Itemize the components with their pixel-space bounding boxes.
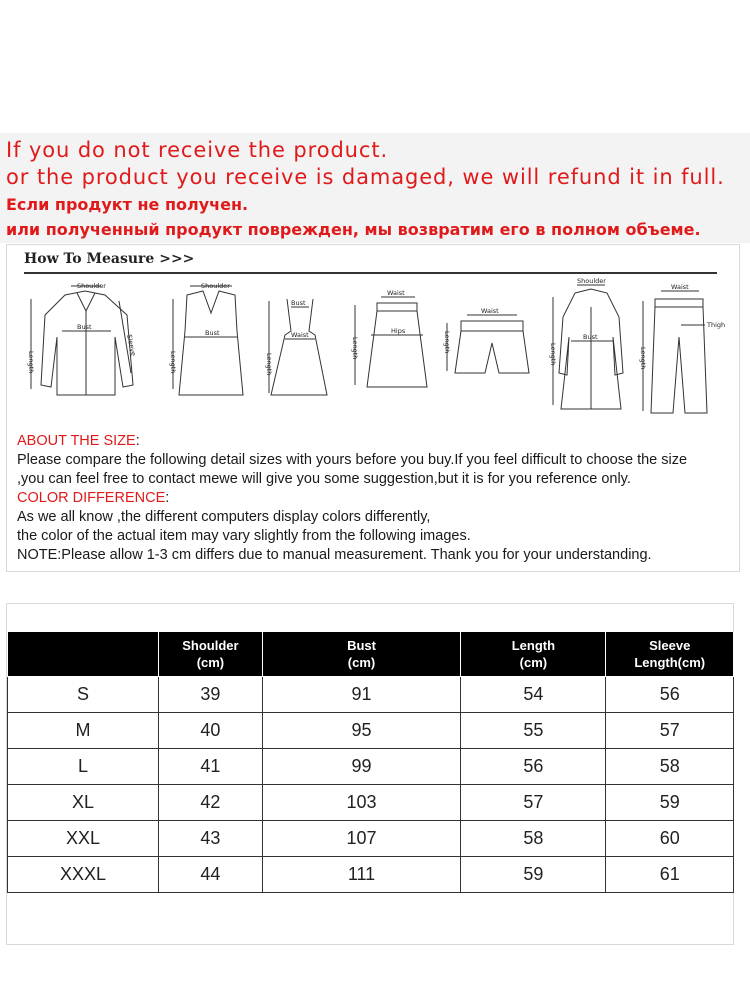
measure-info-card: [6, 244, 740, 572]
shoulder-cell: 44: [159, 857, 263, 893]
sleeve-cell: 58: [606, 749, 734, 785]
blouse-illustration: [27, 282, 137, 395]
bust-cell: 99: [262, 749, 461, 785]
size-cell: XXL: [8, 821, 159, 857]
table-row: [8, 713, 734, 749]
length-cell: 56: [461, 749, 606, 785]
bust-cell: 107: [262, 821, 461, 857]
blouse-bust-label: Bust: [77, 323, 92, 331]
refund-line-4-russian: или полученный продукт поврежден, мы возвратим его в полном объеме.: [6, 220, 701, 239]
dress-length-label: Length: [265, 353, 273, 376]
color-difference-heading: [17, 490, 169, 506]
vest-bust-label: Bust: [205, 329, 220, 337]
vest-shoulder-label: Shoulder: [201, 282, 230, 290]
skirt-length-label: Length: [351, 337, 359, 360]
title-divider: [24, 272, 717, 274]
color-difference-line-1: As we all know ,the different computers display colors differently,: [17, 509, 431, 525]
skirt-hips-label: Hips: [391, 327, 406, 335]
coat-length-label: Length: [549, 343, 557, 366]
length-cell: 59: [461, 857, 606, 893]
coat-shoulder-label: Shoulder: [577, 277, 606, 285]
coat-illustration: [549, 277, 623, 409]
sleeve-cell: 61: [606, 857, 734, 893]
shoulder-cell: 39: [159, 677, 263, 713]
skirt-waist-label: Waist: [387, 289, 405, 297]
size-cell: L: [8, 749, 159, 785]
sleeve-cell: 57: [606, 713, 734, 749]
sleeve-cell: 56: [606, 677, 734, 713]
about-size-line-2: ,you can feel free to contact mewe will give you some suggestion,but it is for you reference only.: [17, 471, 631, 487]
sleeve-cell: 60: [606, 821, 734, 857]
refund-line-1: If you do not receive the product.: [6, 138, 389, 162]
header-size: [8, 632, 159, 677]
length-cell: 57: [461, 785, 606, 821]
about-size-heading: [17, 433, 140, 449]
size-table-container: [6, 603, 734, 945]
how-to-measure-title: How To Measure >>>: [24, 251, 195, 267]
length-cell: 55: [461, 713, 606, 749]
dress-waist-label: Waist: [291, 331, 309, 339]
trousers-thigh-label: Thigh: [707, 321, 726, 329]
about-size-colon: :: [135, 433, 140, 449]
header-bust: Bust (cm): [262, 632, 461, 677]
refund-line-2: or the product you receive is damaged, we will refund it in full.: [6, 165, 725, 189]
table-row: [8, 785, 734, 821]
shorts-illustration: [443, 307, 529, 373]
size-cell: M: [8, 713, 159, 749]
shoulder-cell: 42: [159, 785, 263, 821]
coat-bust-label: Bust: [583, 333, 598, 341]
measurement-note: NOTE:Please allow 1-3 cm differs due to manual measurement. Thank you for your understanding.: [17, 547, 652, 563]
header-shoulder: Shoulder (cm): [159, 632, 263, 677]
color-difference-line-2: the color of the actual item may vary slightly from the following images.: [17, 528, 471, 544]
blouse-length-label: Length: [27, 351, 35, 374]
blouse-shoulder-label: Shoulder: [77, 282, 106, 290]
dress-bust-label: Bust: [291, 299, 306, 307]
table-row: [8, 821, 734, 857]
trousers-length-label: Length: [639, 347, 647, 370]
about-size-line-1: Please compare the following detail sizes with yours before you buy.If you feel difficult to choose the size: [17, 452, 688, 468]
size-cell: S: [8, 677, 159, 713]
bust-cell: 111: [262, 857, 461, 893]
shoulder-cell: 43: [159, 821, 263, 857]
table-row: [8, 857, 734, 893]
size-cell: XXXL: [8, 857, 159, 893]
trousers-waist-label: Waist: [671, 283, 689, 291]
header-sleeve-length: Sleeve Length(cm): [606, 632, 734, 677]
shorts-length-label: Length: [443, 331, 451, 354]
size-table: [7, 632, 734, 893]
vest-top-illustration: [169, 282, 243, 395]
header-length: Length (cm): [461, 632, 606, 677]
shorts-waist-label: Waist: [481, 307, 499, 315]
table-row: [8, 749, 734, 785]
shoulder-cell: 41: [159, 749, 263, 785]
dress-illustration: [265, 299, 327, 395]
refund-notice-banner: [0, 133, 750, 243]
size-table-header-row: [8, 632, 734, 677]
table-row: [8, 677, 734, 713]
vest-length-label: Length: [169, 351, 177, 374]
sleeve-cell: 59: [606, 785, 734, 821]
bust-cell: 103: [262, 785, 461, 821]
skirt-illustration: [351, 289, 427, 387]
bust-cell: 91: [262, 677, 461, 713]
trousers-illustration: [639, 283, 725, 413]
color-difference-colon: :: [165, 490, 170, 506]
blouse-sleeve-label: Sleeve: [125, 333, 138, 357]
measurement-illustrations: [15, 277, 727, 433]
color-difference-title: COLOR DIFFERENCE: [17, 490, 166, 506]
size-cell: XL: [8, 785, 159, 821]
refund-line-3-russian: Если продукт не получен.: [6, 195, 249, 214]
shoulder-cell: 40: [159, 713, 263, 749]
bust-cell: 95: [262, 713, 461, 749]
about-size-title: ABOUT THE SIZE: [17, 433, 136, 449]
length-cell: 58: [461, 821, 606, 857]
length-cell: 54: [461, 677, 606, 713]
